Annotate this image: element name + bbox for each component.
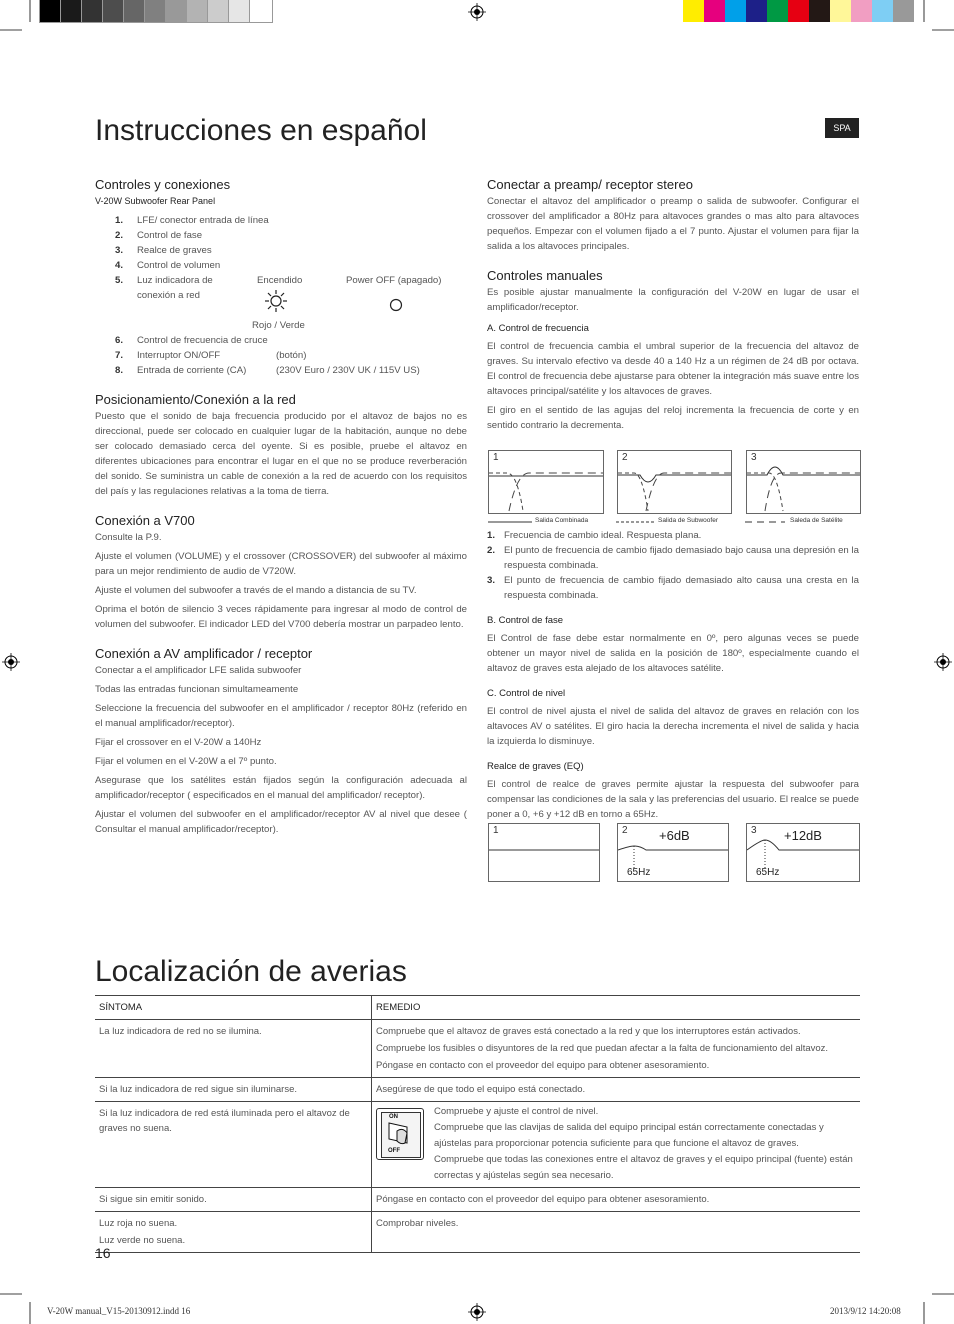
legend-dotted-line bbox=[616, 520, 656, 524]
av-heading: Conexión a AV amplificador / receptor bbox=[95, 646, 313, 661]
posicionamiento-text: Puesto que el sonido de baja frecuencia producido por el altavoz de bajos no es direccional, puede ser colocado en cualquier lugar de la habitación, aunque no debe ser colocado demasiado cerca del oyente. Si es posible, pruebe el altavoz en diferentes ubicaciones para encontrar el lugar en el que no se produce reverberación del sonido. Se suministra un cable de conexión a la red de acuerdo con los requisitos del país y las regulaciones relativas a la toma de tierra. bbox=[95, 411, 467, 497]
right-column bbox=[487, 177, 859, 437]
nivel-text: El control de nivel ajusta el nivel de salida del altavoz de graves en relación con los altavoces AV o satélites. El giro hacia la derecha incrementa el nivel de salida y hacia la izquierda lo disminuye. bbox=[487, 706, 859, 747]
table-row: La luz indicadora de red no se ilumina. Compruebe que el altavoz de graves está conectado a la red y que los interruptores están activados. Compruebe los fusibles o disyuntores de la red que puedan afectar a la falta de funcionamiento del altavoz. Póngase en contacto con el proveedor del equipo para obtener asesoramiento. bbox=[95, 1020, 860, 1078]
paragraph: Conectar a el amplificador LFE salida subwoofer bbox=[95, 665, 302, 676]
list-item: 7. Interruptor ON/OFF (botón) bbox=[115, 350, 307, 361]
paragraph: Oprima el botón de silencio 3 veces rápidamente para ingresar al modo de control de volumen del subwoofer. El indicador LED del V700 debería mostrar un parpadeo lento. bbox=[95, 604, 467, 630]
list-item: 3. El punto de frecuencia de cambio fijado demasiado alto causa una cresta en la respuesta combinada. bbox=[487, 575, 859, 601]
list-item: 3. Realce de graves bbox=[115, 245, 212, 256]
crossover-graph-2: 2 bbox=[617, 450, 732, 514]
manuales-text: Es posible ajustar manualmente la configuración del V-20W en lugar de usar el amplificador/receptor. bbox=[487, 287, 859, 313]
legend-dashed-line bbox=[745, 520, 785, 524]
controles-list bbox=[95, 213, 467, 378]
list-item: 8. Entrada de corriente (CA) (230V Euro / 230V UK / 115V US) bbox=[115, 365, 420, 376]
paragraph: El giro en el sentido de las agujas del reloj incrementa la frecuencia de corte y en sentido contrario la decrementa. bbox=[487, 405, 859, 431]
eq-graph-1: 1 bbox=[488, 823, 600, 882]
crossover-curve bbox=[618, 451, 731, 513]
language-badge: SPA bbox=[825, 118, 859, 138]
eq-gain-label: +6dB bbox=[659, 828, 690, 843]
paragraph: El control de frecuencia cambia el umbral superior de la frecuencia del altavoz de graves. Su intervalo efectivo va desde 40 a 140 Hz a un régimen de 24 dB por octava. El control de frecuencia debe ajustarse para obtener la integración más suave entre los altavoces principal/satélite y los altavoces de graves. bbox=[487, 341, 859, 397]
eq-graph-2: 2 +6dB 65Hz bbox=[617, 823, 729, 882]
led-color-label: Rojo / Verde bbox=[252, 320, 305, 331]
frecuencia-heading: A. Control de frecuencia bbox=[487, 323, 589, 334]
troubleshooting-table bbox=[95, 995, 860, 1253]
eq-curve bbox=[489, 824, 599, 881]
crossover-curve bbox=[489, 451, 603, 513]
manuales-heading: Controles manuales bbox=[487, 268, 603, 283]
list-item: 6. Control de frecuencia de cruce bbox=[115, 335, 268, 346]
crossover-graph-1: 1 bbox=[488, 450, 604, 514]
col-sintoma: SÍNTOMA bbox=[95, 996, 372, 1020]
power-switch-icon: ON OFF bbox=[376, 1108, 424, 1160]
on-label: Encendido bbox=[257, 275, 303, 286]
page-title: Instrucciones en español bbox=[95, 114, 427, 147]
controles-subheading: V-20W Subwoofer Rear Panel bbox=[95, 196, 216, 206]
v700-heading: Conexión a V700 bbox=[95, 513, 195, 528]
crossover-list bbox=[487, 528, 859, 603]
list-item: 1. LFE/ conector entrada de línea bbox=[115, 215, 269, 226]
legend-solid-line bbox=[488, 520, 532, 524]
led-on-icon bbox=[265, 290, 287, 317]
list-item: 2. El punto de frecuencia de cambio fijado demasiado bajo causa una depresión en la respuesta combinada. bbox=[487, 545, 859, 571]
right-column-lower bbox=[487, 528, 859, 826]
eq-freq-label: 65Hz bbox=[756, 867, 780, 878]
fase-heading: B. Control de fase bbox=[487, 615, 564, 626]
eq-freq-label: 65Hz bbox=[627, 867, 651, 878]
paragraph: Fijar el crossover en el V-20W a 140Hz bbox=[95, 737, 262, 748]
led-off-icon bbox=[389, 298, 403, 317]
table-row: Si la luz indicadora de red está iluminada pero el altavoz de graves no suena. ON OFF Compruebe y ajuste el control de nivel. Compruebe que las clavijas de salida del equipo principal están correctamente conectadas y ajústelas para proporcionar potencia suficiente para que funcione el altavoz de graves. Compruebe que todas las conexiones entre el altavoz de graves y el equipo principal (fuente) están correctas y ajústelas según sea necesario. bbox=[95, 1102, 860, 1188]
list-item: 2. Control de fase bbox=[115, 230, 203, 241]
table-row: Si sigue sin emitir sonido. Póngase en contacto con el proveedor del equipo para obtener asesoramiento. bbox=[95, 1188, 860, 1212]
nivel-heading: C. Control de nivel bbox=[487, 688, 566, 699]
preamp-text: Conectar el altavoz del amplificador o preamp o salida de subwoofer. Configurar el crossover del amplificador a 80Hz para altavoces grandes o mas alto para altavoces pequeños. Empezar con el volumen fijado a el 7 punto. Ajustar el volumen para fijar la salida a los altavoces principales. bbox=[487, 196, 859, 252]
off-label: Power OFF (apagado) bbox=[346, 275, 442, 286]
troubleshooting-title: Localización de averias bbox=[95, 955, 407, 988]
paragraph: Ajuste el volumen del subwoofer a través de el mando a distancia de su TV. bbox=[95, 585, 417, 596]
posicionamiento-heading: Posicionamiento/Conexión a la red bbox=[95, 392, 296, 407]
eq-text: El control de realce de graves permite ajustar la respuesta del subwoofer para compensar las condiciones de la sala y las preferencias del usuario. El realce se puede poner a 0, +6 y +12 dB en torno a 65Hz. bbox=[487, 779, 859, 820]
crossover-curve bbox=[747, 451, 860, 513]
fase-text: El Control de fase debe estar normalmente en 0º, pero algunas veces se puede obtener un mayor nivel de salida en la posición de 180º, especialmente cuando el altavoz de graves esta alejado de los altavoces satélite. bbox=[487, 633, 859, 674]
footer-date: 2013/9/12 14:20:08 bbox=[830, 1306, 901, 1316]
table-row: Luz roja no suena. Luz verde no suena. Comprobar niveles. bbox=[95, 1212, 860, 1253]
eq-gain-label: +12dB bbox=[784, 828, 822, 843]
table-header bbox=[95, 996, 860, 1020]
list-item: 4. Control de volumen bbox=[115, 260, 221, 271]
eq-heading: Realce de graves (EQ) bbox=[487, 761, 584, 772]
paragraph: Ajuste el volumen (VOLUME) y el crossover (CROSSOVER) del subwoofer al máximo para un mejor rendimiento de audio de V720W. bbox=[95, 551, 467, 577]
table-row: Si la luz indicadora de red sigue sin iluminarse. Asegúrese de que todo el equipo está conectado. bbox=[95, 1078, 860, 1102]
paragraph: Seleccione la frecuencia del subwoofer en el amplificador / receptor 80Hz (referido en el manual amplificador/receptor). bbox=[95, 703, 467, 729]
col-remedio: REMEDIO bbox=[372, 996, 861, 1020]
graph-legend: Salida Combinada Salida de Subwoofer Saleda de Satélite bbox=[488, 516, 860, 528]
paragraph: Ajustar el volumen del subwoofer en el amplificador/receptor AV al nivel que desee ( Consultar el manual amplificador/receptor). bbox=[95, 809, 467, 835]
eq-graph-3: 3 +12dB 65Hz bbox=[746, 823, 860, 882]
left-column bbox=[95, 177, 467, 841]
preamp-heading: Conectar a preamp/ receptor stereo bbox=[487, 177, 693, 192]
controles-heading: Controles y conexiones bbox=[95, 177, 231, 192]
list-item-led: 5. Luz indicadora de conexión a red Encendido Power OFF (apagado) Rojo / Verde bbox=[115, 275, 442, 331]
page-number: 16 bbox=[95, 1245, 111, 1261]
list-item: 1. Frecuencia de cambio ideal. Respuesta plana. bbox=[487, 530, 702, 541]
crossover-graph-3: 3 bbox=[746, 450, 861, 514]
paragraph: Todas las entradas funcionan simultameamente bbox=[95, 684, 299, 695]
paragraph: Fijar el volumen en el V-20W a el 7º punto. bbox=[95, 756, 277, 767]
paragraph: Consulte la P.9. bbox=[95, 532, 162, 543]
footer-filename: V-20W manual_V15-20130912.indd 16 bbox=[47, 1306, 191, 1316]
paragraph: Asegurase que los satélites están fijados según la configuración adecuada al amplificador/receptor ( especificados en el manual del amplificador/ receptor). bbox=[95, 775, 467, 801]
